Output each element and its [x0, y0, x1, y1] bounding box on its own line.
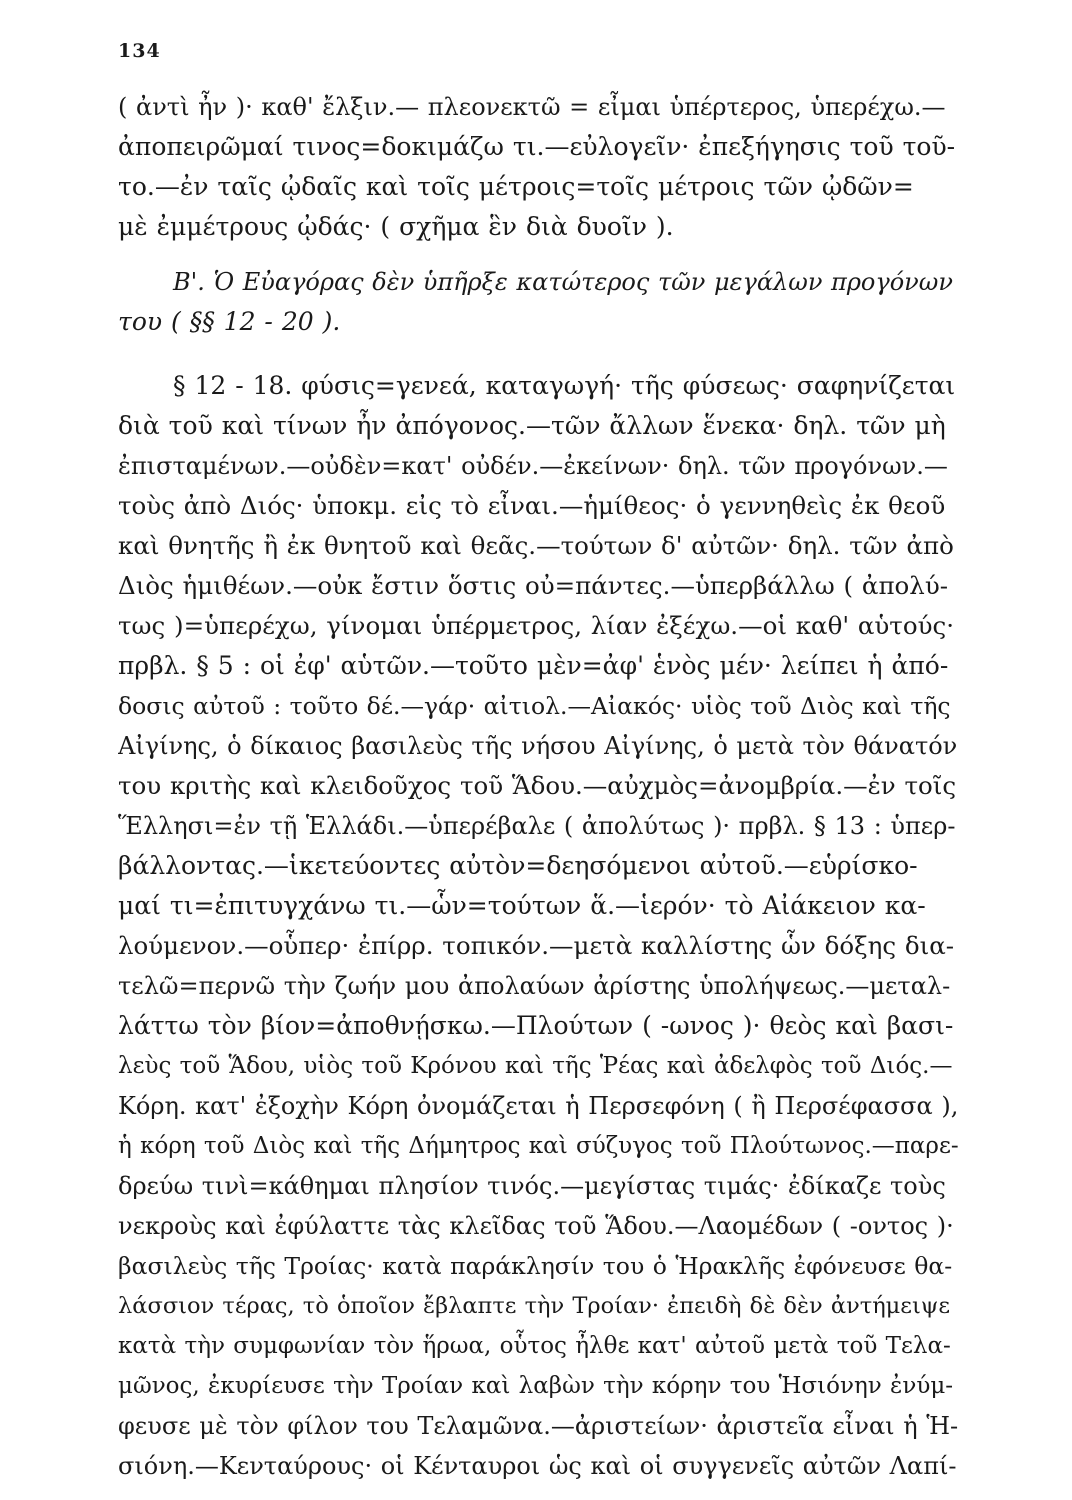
text-line: δοσις αὐτοῦ : τοῦτο δέ.—γάρ· αἰτιολ.—Αἰακός· υἱὸς τοῦ Διὸς καὶ τῆς — [118, 692, 951, 720]
text-line: μῶνος, ἐκυρίευσε τὴν Τροίαν καὶ λαβὼν τὴν κόρην του Ἡσιόνην ἐνύμ- — [118, 1373, 954, 1399]
text-line: καὶ θνητῆς ἢ ἐκ θνητοῦ καὶ θεᾶς.—τούτων δ' αὐτῶν· δηλ. τῶν ἀπὸ — [118, 531, 954, 560]
text-line: διὰ τοῦ καὶ τίνων ἦν ἀπόγονος.—τῶν ἄλλων ἕνεκα· δηλ. τῶν μὴ — [118, 411, 946, 440]
text-line: Ἕλλησι=ἐν τῇ Ἑλλάδι.—ὑπερέβαλε ( ἀπολύτως )· πρβλ. § 13 : ὑπερ- — [118, 812, 956, 840]
paragraph-sections-12-18 — [118, 366, 960, 1486]
text-line: § 12 - 18. φύσις=γενεά, καταγωγή· τῆς φύσεως· σαφηνίζεται — [173, 371, 956, 400]
text-line: νεκροὺς καὶ ἐφύλαττε τὰς κλεῖδας τοῦ Ἅδου.—Λαομέδων ( -οντος )· — [118, 1212, 954, 1240]
text-line: του κριτὴς καὶ κλειδοῦχος τοῦ Ἅδου.—αὐχμὸς=ἀνομβρία.—ἐν τοῖς — [118, 771, 957, 800]
text-line: λάττω τὸν βίον=ἀποθνῄσκω.—Πλούτων ( -ωνος )· θεὸς καὶ βασι- — [118, 1011, 954, 1040]
paragraph-commentary-continued — [118, 87, 960, 247]
text-line: λούμενον.—οὗπερ· ἐπίρρ. τοπικόν.—μετὰ καλλίστης ὧν δόξης δια- — [118, 931, 955, 960]
text-line: ( ἀντὶ ἦν )· καθ' ἔλξιν.— πλεονεκτῶ = εἶμαι ὑπέρτερος, ὑπερέχω.— — [118, 93, 946, 121]
text-line: Κόρη. κατ' ἐξοχὴν Κόρη ὀνομάζεται ἡ Περσεφόνη ( ἢ Περσέφασσα ), — [118, 1092, 959, 1120]
text-line: τελῶ=περνῶ τὴν ζωήν μου ἀπολαύων ἀρίστης ὑπολήψεως.—μεταλ- — [118, 972, 951, 1000]
text-line: το.—ἐν ταῖς ᾠδαῖς καὶ τοῖς μέτροις=τοῖς μέτροις τῶν ᾠδῶν= — [118, 172, 914, 201]
text-line: Αἰγίνης, ὁ δίκαιος βασιλεὺς τῆς νήσου Αἰγίνης, ὁ μετὰ τὸν θάνατόν — [118, 732, 958, 760]
text-line: ἐπισταμένων.—οὐδὲν=κατ' οὐδέν.—ἐκείνων· δηλ. τῶν προγόνων.— — [118, 452, 948, 480]
text-line: λεὺς τοῦ Ἅδου, υἱὸς τοῦ Κρόνου καὶ τῆς Ῥέας καὶ ἀδελφὸς τοῦ Διός.— — [118, 1053, 953, 1079]
text-line: πρβλ. § 5 : οἱ ἐφ' αὑτῶν.—τοῦτο μὲν=ἀφ' ἑνὸς μέν· λείπει ἡ ἀπό- — [118, 651, 949, 680]
text-line: βάλλοντας.—ἱκετεύοντες αὐτὸν=δεησόμενοι αὐτοῦ.—εὑρίσκο- — [118, 851, 918, 880]
text-line: λάσσιον τέρας, τὸ ὁποῖον ἔβλαπτε τὴν Τροίαν· ἐπειδὴ δὲ δὲν ἀντήμειψε — [118, 1293, 951, 1319]
text-line: δρεύω τινὶ=κάθημαι πλησίον τινός.—μεγίστας τιμάς· ἐδίκαζε τοὺς — [118, 1172, 946, 1200]
section-heading — [118, 262, 960, 342]
text-line: τοὺς ἀπὸ Διός· ὑποκμ. εἰς τὸ εἶναι.—ἡμίθεος· ὁ γεννηθεὶς ἐκ θεοῦ — [118, 491, 946, 520]
text-line: βασιλεὺς τῆς Τροίας· κατὰ παράκλησίν του ὁ Ἡρακλῆς ἐφόνευσε θα- — [118, 1252, 953, 1280]
text-line: ἡ κόρη τοῦ Διὸς καὶ τῆς Δήμητρος καὶ σύζυγος τοῦ Πλούτωνος.—παρε- — [118, 1133, 959, 1159]
text-line: κατὰ τὴν συμφωνίαν τὸν ἥρωα, οὗτος ἦλθε κατ' αὐτοῦ μετὰ τοῦ Τελα- — [118, 1333, 951, 1359]
text-line: Διὸς ἡμιθέων.—οὐκ ἔστιν ὅστις οὐ=πάντες.—ὑπερβάλλω ( ἀπολύ- — [118, 571, 949, 600]
heading-line: Β'. Ὁ Εὐαγόρας δὲν ὑπῆρξε κατώτερος τῶν μεγάλων προγόνων — [173, 268, 953, 296]
text-line: τως )=ὑπερέχω, γίνομαι ὑπέρμετρος, λίαν ἐξέχω.—οἱ καθ' αὑτούς· — [118, 611, 955, 640]
text-line: ἀποπειρῶμαί τινος=δοκιμάζω τι.—εὐλογεῖν· ἐπεξήγησις τοῦ τοῦ- — [118, 132, 956, 161]
text-line: μὲ ἐμμέτρους ᾠδάς· ( σχῆμα ἓν διὰ δυοῖν ). — [118, 212, 674, 241]
page-number: 134 — [118, 40, 161, 62]
heading-line: του ( §§ 12 - 20 ). — [118, 307, 341, 336]
text-line: φευσε μὲ τὸν φίλον του Τελαμῶνα.—ἀριστείων· ἀριστεῖα εἶναι ἡ Ἡ- — [118, 1412, 959, 1440]
text-line: σιόνη.—Κενταύρους· οἱ Κένταυροι ὡς καὶ οἱ συγγενεῖς αὐτῶν Λαπί- — [118, 1452, 957, 1480]
text-line: μαί τι=ἐπιτυγχάνω τι.—ὧν=τούτων ἅ.—ἱερόν· τὸ Αἰάκειον κα- — [118, 891, 926, 920]
